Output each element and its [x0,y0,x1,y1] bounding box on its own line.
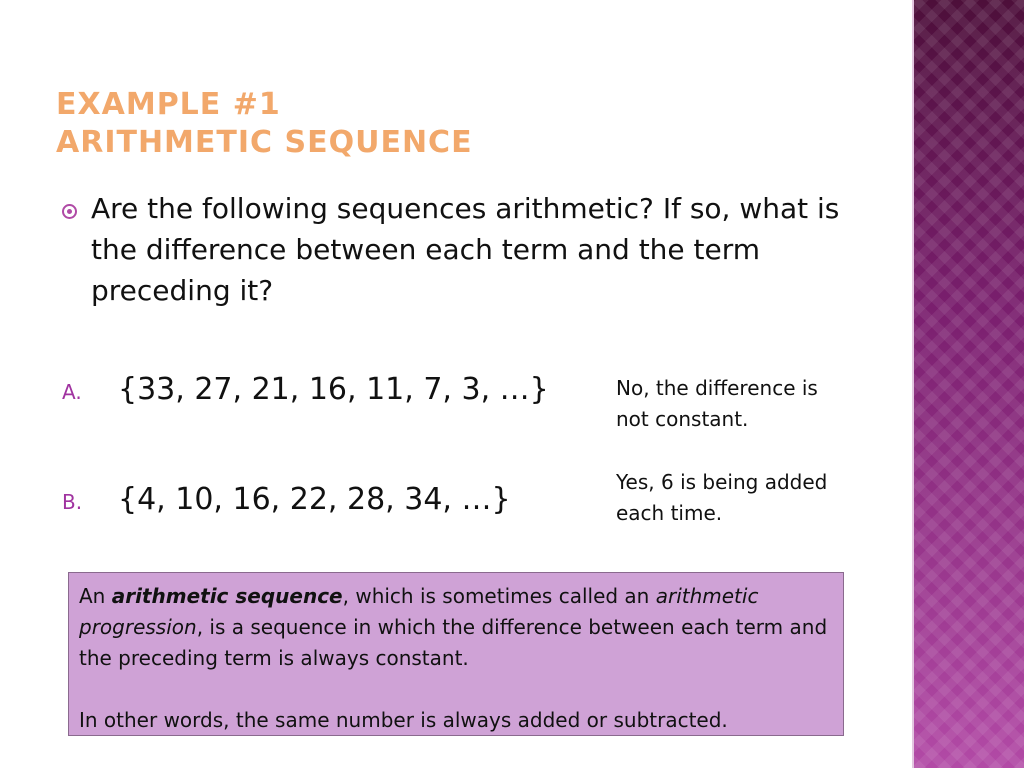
item-marker-a: A. [62,380,82,404]
definition-note: In other words, the same number is always added or subtracted. [79,708,728,732]
definition-intro: An [79,584,112,608]
title-line-1: EXAMPLE #1 [56,87,281,122]
definition-rest: , is a sequence in which the difference between each term and the preceding term is always constant. [79,615,828,670]
definition-alt-term: arithmetic progression [79,584,759,639]
sequence-item-b [62,482,511,517]
paragraph-gap [79,674,833,705]
definition-box [68,572,844,736]
definition-paragraph [79,581,833,674]
decorative-side-band [912,0,1024,768]
definition-term: arithmetic sequence [111,584,343,608]
slide-title [56,86,473,162]
sequence-a: {33, 27, 21, 16, 11, 7, 3, …} [118,372,549,407]
item-marker-b: B. [62,490,83,514]
definition-connector: , which is sometimes called an [342,584,656,608]
question-bullet [62,188,842,311]
question-text: Are the following sequences arithmetic? If so, what is the difference between each term and the term preceding it? [91,192,840,307]
title-line-2: ARITHMETIC SEQUENCE [56,125,473,160]
answer-a: No, the difference is not constant. [616,376,818,431]
sequence-item-a [62,372,549,407]
bullet-circle-icon [62,204,77,219]
answer-b: Yes, 6 is being added each time. [616,470,828,525]
sequence-b: {4, 10, 16, 22, 28, 34, …} [118,482,511,517]
